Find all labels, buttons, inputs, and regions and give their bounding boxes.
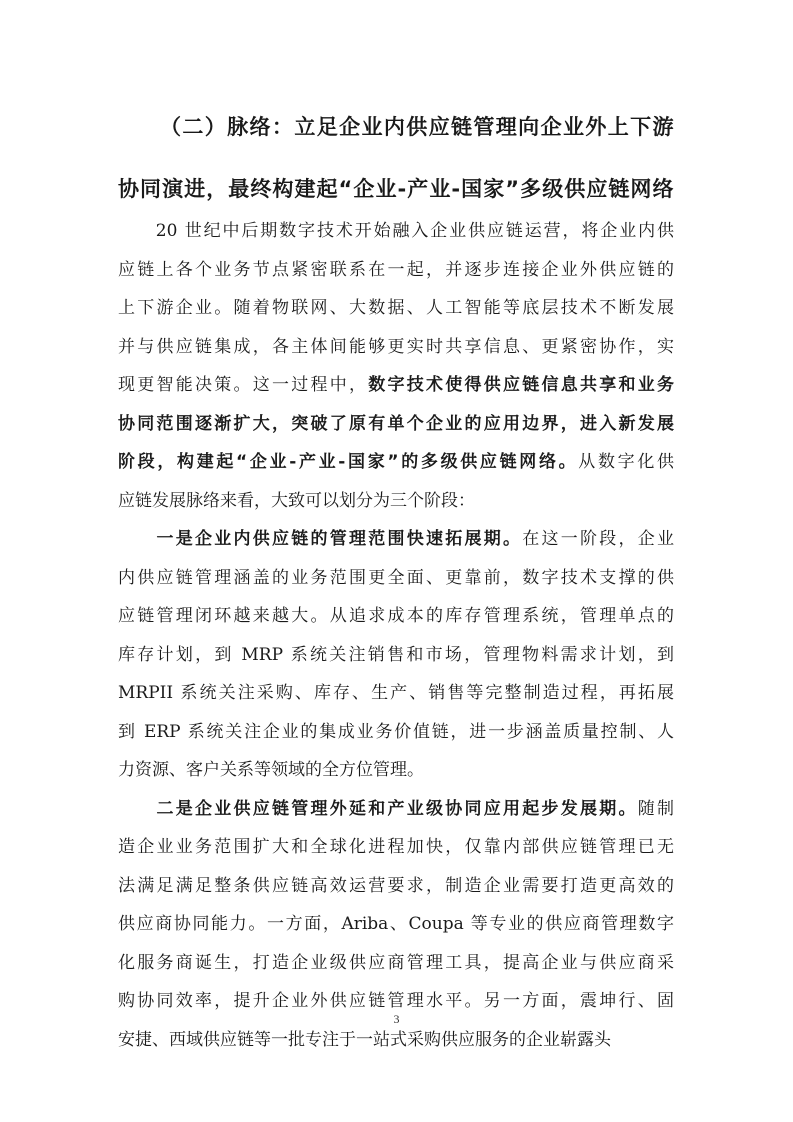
text-run: 从数字化供 (578, 452, 674, 472)
text-run: 力资源、客户关系等领域的全方位管理。 (118, 760, 424, 780)
text-line (118, 559, 674, 598)
text-line (118, 328, 674, 367)
text-run: 内供应链管理涵盖的业务范围更全面、更靠前，数字技术支撑的供 (118, 567, 674, 588)
text-run: 20 世纪中后期数字技术开始融入企业供应链运营，将企业内供 (118, 221, 674, 241)
bold-text: 一是企业内供应链的管理范围快速拓展期。 (156, 529, 523, 549)
text-run: 并与供应链集成，各主体间能够更实时共享信息、更紧密协作，实 (118, 336, 674, 357)
text-run: 库存计划，到 MRP 系统关注销售和市场，管理物料需求计划，到 (118, 644, 674, 665)
text-run: 化服务商诞生，打造企业级供应商管理工具，提高企业与供应商采 (118, 952, 674, 973)
section-heading-line-2: 协同演进，最终构建起“企业-产业-国家”多级供应链网络 (118, 177, 674, 201)
text-line (118, 212, 674, 251)
text-run: 上下游企业。随着物联网、大数据、人工智能等底层技术不断发展 (118, 298, 674, 318)
text-run: 到 ERP 系统关注企业的集成业务价值链，进一步涵盖质量控制、人 (118, 721, 674, 742)
page-number: 3 (393, 1012, 400, 1026)
text-line (118, 482, 674, 521)
text-run: 供应商协同能力。一方面，Ariba、Coupa 等专业的供应商管理数字 (118, 914, 674, 934)
text-line (118, 674, 674, 713)
text-line (118, 597, 674, 636)
section-heading-line-1: （二）脉络：立足企业内供应链管理向企业外上下游 (160, 115, 674, 139)
section-heading (118, 96, 674, 220)
text-run: 在这一阶段，企业 (522, 529, 674, 549)
text-run: 法满足满足整条供应链高效运营要求，制造企业需要打造更高效的 (118, 875, 674, 896)
text-line (118, 520, 674, 559)
text-run: 应链发展脉络来看，大致可以划分为三个阶段： (118, 490, 475, 511)
text-line (118, 251, 674, 290)
text-line (118, 636, 674, 675)
text-run: 安捷、西域供应链等一批专注于一站式采购供应服务的企业崭露头 (118, 1029, 611, 1050)
text-line (118, 828, 674, 867)
bold-text: 二是企业供应链管理外延和产业级协同应用起步发展期。 (156, 798, 638, 819)
bold-text: 数字技术使得供应链信息共享和业务 (368, 375, 674, 395)
text-line (118, 867, 674, 906)
text-line (118, 751, 674, 790)
text-line (118, 944, 674, 983)
paragraph (118, 520, 674, 790)
text-line (118, 366, 674, 405)
text-run: 现更智能决策。这一过程中， (118, 375, 369, 395)
text-line (118, 405, 674, 444)
text-line (118, 790, 674, 829)
text-run: MRPII 系统关注采购、库存、生产、销售等完整制造过程，再拓展 (118, 683, 674, 703)
text-run: 造企业业务范围扩大和全球化进程加快，仅靠内部供应链管理已无 (118, 837, 674, 857)
text-run: 应链管理闭环越来越大。从追求成本的库存管理系统，管理单点的 (118, 606, 674, 626)
bold-text: 协同范围逐渐扩大，突破了原有单个企业的应用边界，进入新发展 (118, 413, 674, 434)
text-run: 随制 (637, 798, 674, 819)
bold-text: 阶段，构建起“企业-产业-国家”的多级供应链网络。 (118, 452, 579, 472)
text-line (118, 289, 674, 328)
text-run: 购协同效率，提升企业外供应链管理水平。另一方面，震坤行、固 (118, 991, 674, 1011)
text-run (118, 529, 157, 549)
text-run (118, 799, 157, 819)
text-line (118, 713, 674, 752)
paragraph (118, 212, 674, 520)
text-run: 应链上各个业务节点紧密联系在一起，并逐步连接企业外供应链的 (118, 259, 674, 280)
text-line (118, 905, 674, 944)
body-text (118, 212, 674, 1059)
text-line (118, 443, 674, 482)
